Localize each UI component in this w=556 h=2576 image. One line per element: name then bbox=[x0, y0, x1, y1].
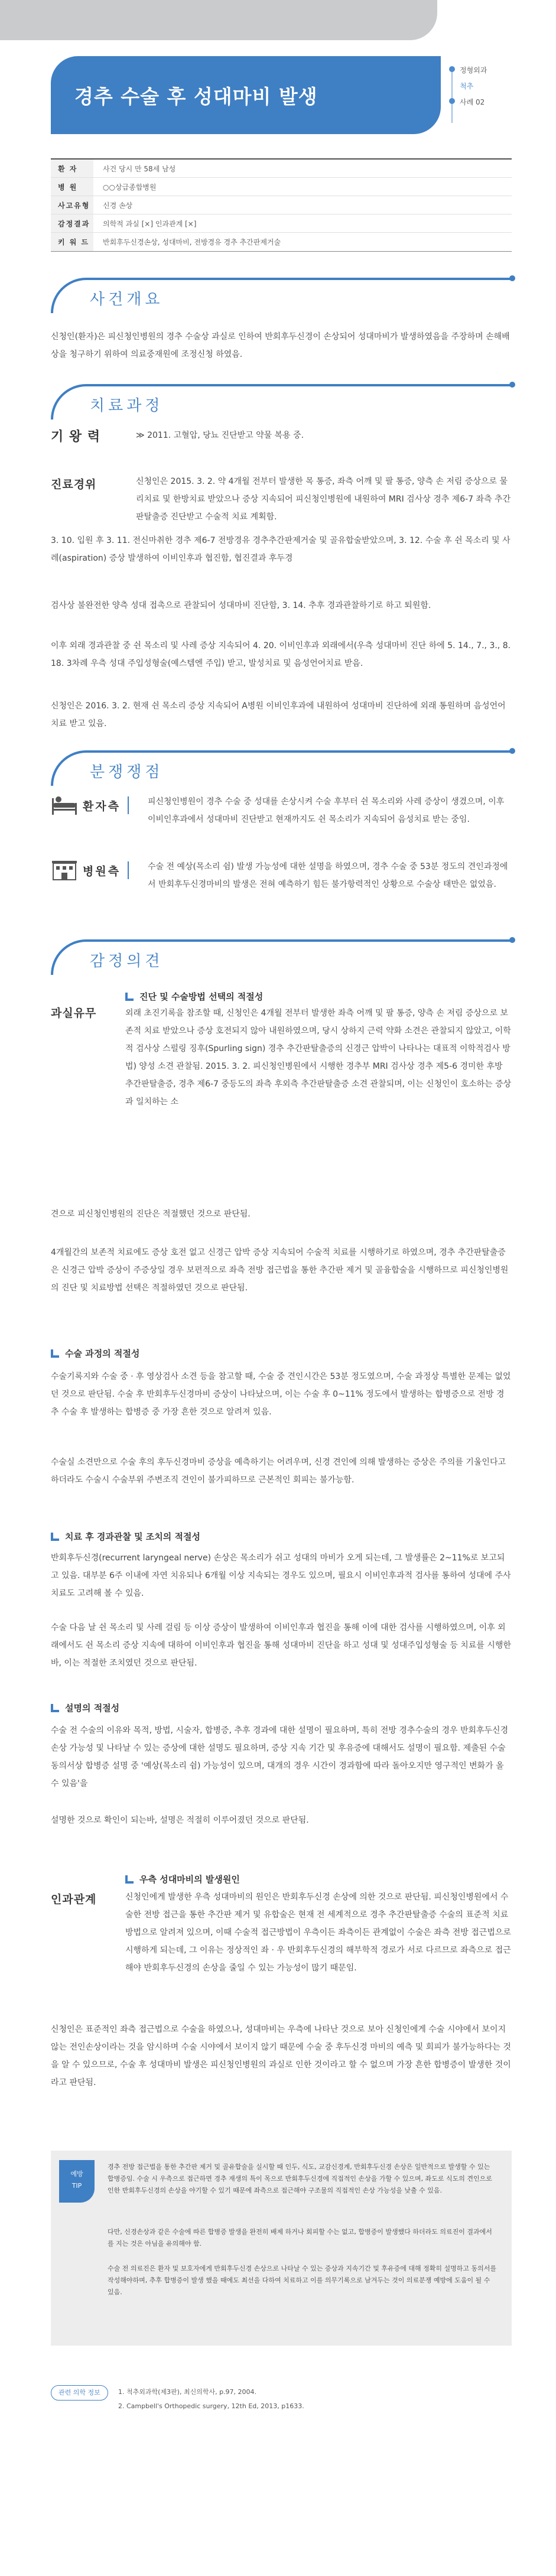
opinion-paragraph: 수술 전 수술의 이유와 목적, 방법, 시술자, 합병증, 추후 경과에 대한 설명이 필요하며, 특히 전방 경추수술의 경우 반회후두신경 손상 가능성 및 나타날 수 있는 증상에 대한 설명도 필요하며, 증상 지속 기간 및 후유증에 대해서도 설명이 필요함. 제출된 수술동의서상 합병증 설명 중 '예상(목소리 쉼) 가능성이 있으며, 대개의 경우 시간이 경과함에 따라 돌아오지만 영구적인 변화가 올 수 있음'을 bbox=[51, 1726, 509, 1788]
info-value: ○○상급종합병원 bbox=[103, 183, 157, 191]
history-label: 기 왕 력 bbox=[51, 430, 101, 444]
treatment-label: 진료경위 bbox=[51, 478, 97, 491]
opinion-paragraph: 외래 초진기록을 참조할 때, 신청인은 4개월 전부터 발생한 좌측 어깨 및 팔 통증, 양측 손 저림 증상으로 보존적 치료 받았으나 증상 호전되지 않아 내원하였으며, 당시 상하지 근력 약화 소견은 관찰되지 않았고, 이학적 검사상 스펄링 징후(Spurling sign) 경추 추간판탈출증의 신경근 압박이 나타나는 대표적 이학적검사 방법) 양성 소견 관찰됨. 2015. 3. 2. 피신청인병원에서 시행한 경추부 MRI 검사상 경추 제5-6 경미한 후방 추간판탈출증, 경추 제6-7 중등도의 좌측 후외측 추간판탈출증 소견 관찰되며, 이는 신청인이 호소하는 증상과 일치하는 소 bbox=[125, 1009, 512, 1107]
hospital-side-text: 수술 전 예상(목소리 쉼) 발생 가능성에 대한 설명을 하였으며, 경추 수술 중 53분 정도의 견인과정에서 반회후두신경마비의 발생은 전혀 예측하기 힘든 불가항력적인 상황으로 수술상 태만은 없었음. bbox=[148, 862, 508, 889]
overview-text: 신청인(환자)은 피신청인병원의 경추 수술상 과실로 인하여 반회후두신경이 손상되어 성대마비가 발생하였음을 주장하며 손해배상을 청구하기 위하여 의료중재원에 조정신청 하였음. bbox=[51, 332, 510, 359]
info-key: 감정결과 bbox=[51, 214, 93, 232]
tip-paragraph: 경추 전방 접근법을 통한 추간판 제거 및 골유합술을 실시할 때 인두, 식도, 교감신경계, 반회후두신경 손상은 일반적으로 발생할 수 있는 합병증임. 수술 시 우측으로 접근하면 경추 재생의 특이 목으로 반회후두신경에 직접적인 손상을 가할 수 있으며, 좌도로 식도의 견인으로 인한 반회후두신경의 손상을 야기할 수 있기 때문에 좌측으로 접근해야 구조물의 직접적인 손상 가능성을 낮출 수 있음. bbox=[108, 2163, 492, 2194]
opinion-paragraph: 신청인은 표준적인 좌측 접근법으로 수술을 하였으나, 성대마비는 우측에 나타난 것으로 보아 신청인에게 수술 시야에서 보이지 않는 전인손상이라는 것을 암시하며 수술 시야에서 보이지 않기 때문에 수술 중 후두신경 마비의 예측 및 회피가 불가능하다는 것을 알 수 있으므로, 수술 후 성대마비 발생은 피신청인병원의 과실로 인한 것이라고 할 수 없으며 가장 흔한 합병증이 발생한 것이라고 판단됨. bbox=[51, 2025, 511, 2087]
case-info-table bbox=[51, 158, 512, 252]
treatment-paragraph: 검사상 불완전한 양측 성대 접촉으로 관찰되어 성대마비 진단함, 3. 14. 추후 경과관찰하기로 하고 퇴원함. bbox=[51, 601, 431, 610]
hospital-building-icon bbox=[51, 860, 78, 881]
info-key: 키 워 드 bbox=[51, 233, 93, 251]
info-key: 사고유형 bbox=[51, 196, 93, 214]
tag-subcategory: 척추 bbox=[460, 82, 474, 90]
tip-badge-line: TIP bbox=[71, 2182, 82, 2190]
bullet-mark bbox=[125, 1875, 134, 1884]
subheading-diagnosis bbox=[125, 990, 263, 1003]
subheading-explanation bbox=[51, 1702, 119, 1714]
reference-item: 2. Campbell's Orthopedic surgery, 12th Ed, 2013, p1633. bbox=[118, 2402, 304, 2410]
opinion-paragraph: 수술실 소견만으로 수술 후의 후두신경마비 증상을 예측하기는 어려우며, 신경 견인에 의해 발생하는 증상은 주의를 기울인다고 하더라도 수술시 수술부위 주변조직 견인이 불가피하므로 근본적인 회피는 불가능함. bbox=[51, 1458, 506, 1485]
info-row-result bbox=[51, 214, 512, 233]
subheading-surgery bbox=[51, 1347, 139, 1359]
section-title: 감정의견 bbox=[84, 949, 169, 971]
section-title: 사건개요 bbox=[84, 287, 169, 309]
section-title: 분쟁쟁점 bbox=[84, 760, 169, 782]
treatment-paragraph: 이후 외래 경과관찰 중 쉰 목소리 및 사레 증상 지속되어 4. 20. 이비인후과 외래에서(우측 성대마비 진단 하에 5. 14., 7., 3., 8. 18. 3차례 우측 성대 주입성형술(예스템엔 주입) 받고, 발성치료 및 음성언어치료 받음. bbox=[51, 641, 511, 668]
subheading-text: 수술 과정의 적절성 bbox=[65, 1348, 140, 1359]
patient-side-text: 피신청인병원이 경추 수술 중 성대를 손상시켜 수술 후부터 쉰 목소리와 사레 증상이 생겼으며, 이후 이비인후과에서 성대마비 진단받고 현재까지도 쉰 목소리가 지속되어 음성치료 받는 중임. bbox=[148, 797, 505, 824]
bullet-mark bbox=[51, 1349, 59, 1358]
tip-paragraph: 수술 전 의료진은 환자 및 보호자에게 반회후두신경 손상으로 나타날 수 있는 증상과 지속기간 및 후유증에 대해 정확히 설명하고 동의서를 작성해야하며, 추후 합병증이 발생 했을 때에도 최선을 다하여 치료하고 이를 의무기록으로 남겨두는 것이 의료분쟁 예방에 도움이 될 수 있음. bbox=[108, 2265, 496, 2296]
subheading-text: 우측 성대마비의 발생원인 bbox=[139, 1874, 240, 1885]
info-value: 의학적 과실 [×] 인과관계 [×] bbox=[103, 219, 197, 228]
info-value: 반회후두신경손상, 성대마비, 전방경유 경추 추간판제거술 bbox=[103, 238, 281, 246]
causality-label: 인과관계 bbox=[51, 1893, 97, 1906]
subheading-cause bbox=[125, 1873, 240, 1885]
history-text: ≫ 2011. 고혈압, 당뇨 진단받고 약물 복용 중. bbox=[136, 431, 304, 440]
tip-badge-line: 예방 bbox=[70, 2170, 83, 2178]
info-key: 환 자 bbox=[51, 160, 93, 177]
treatment-paragraph: 신청인은 2016. 3. 2. 현재 쉰 목소리 증상 지속되어 A병원 이비인후과에 내원하여 성대마비 진단하에 외래 통원하며 음성언어치료 받고 있음. bbox=[51, 701, 506, 728]
patient-side-header bbox=[51, 795, 129, 816]
info-row-keywords bbox=[51, 233, 512, 251]
opinion-paragraph: 수술기록지와 수술 중 · 후 영상검사 소견 등을 참고할 때, 수술 중 견인시간은 53분 정도였으며, 수술 과정상 특별한 문제는 없었던 것으로 판단됨. 수술 후 반회후두신경마비 증상이 나타났으며, 이는 수술 후 0~11% 정도에서 발생하는 합병증으로 전방 경추 수술 후 발생하는 합병증 중 가장 흔한 것으로 알려져 있음. bbox=[51, 1372, 511, 1417]
divider bbox=[128, 861, 129, 879]
bullet-mark bbox=[51, 1533, 59, 1541]
tip-paragraph: 다만, 신경손상과 같은 수술에 따른 합병증 발생을 완전히 배제 하거나 회피할 수는 없고, 합병증이 발생했다 하더라도 의료진이 결과에서를 지는 것은 아님을 유의해야 함. bbox=[108, 2228, 492, 2248]
patient-bed-icon bbox=[51, 795, 78, 816]
treatment-paragraph: 신청인은 2015. 3. 2. 약 4개월 전부터 발생한 목 통증, 좌측 어깨 및 팔 통증, 양측 손 저림 증상으로 물리치료 및 한방치료 받았으나 증상 지속되어 피신청인병원에 내원하여 MRI 검사상 경추 제6-7 좌측 추간판탈출증 진단받고 수술적 치료 계획함. bbox=[136, 477, 511, 522]
opinion-paragraph: 수술 다음 날 쉰 목소리 및 사레 걸림 등 이상 증상이 발생하여 이비인후과 협진을 통해 이에 대한 검사를 시행하였으며, 이후 외래에서도 쉰 목소리 증상 지속에 대하여 이비인후과 협진을 통해 성대마비 진단을 하고 성대 및 성대주입성형술 등 치료를 시행한바, 이는 적절한 조치였던 것으로 판단됨. bbox=[51, 1623, 511, 1668]
info-row-patient bbox=[51, 160, 512, 178]
opinion-paragraph: 4개월간의 보존적 치료에도 증상 호전 없고 신경근 압박 증상 지속되어 수술적 치료를 시행하기로 하였으며, 경추 추간판탈출증은 신경근 압박 증상이 주증상일 경우 보편적으로 좌측 전방 접근법을 통한 추간판 제거 및 골융합술을 시행하므로 피신청인병원의 진단 및 치료방법 선택은 적절하였던 것으로 판단됨. bbox=[51, 1248, 509, 1293]
reference-item: 1. 척추외과학(제3판), 최신의학사, p.97, 2004. bbox=[118, 2388, 257, 2396]
hospital-side-header bbox=[51, 860, 129, 881]
bullet-mark bbox=[51, 1704, 59, 1712]
opinion-paragraph: 반회후두신경(recurrent laryngeal nerve) 손상은 목소리가 쉬고 성대의 마비가 오게 되는데, 그 발생률은 2~11%로 보고되고 있음. 대부분 6주 이내에 자연 치유되나 6개월 이상 지속되는 경우도 있으며, 필요시 이비인후과적 검사를 통하여 성대에 주사치료도 고려해 볼 수 있음. bbox=[51, 1553, 511, 1598]
tag-case-number: 사례 02 bbox=[444, 97, 533, 113]
subheading-text: 진단 및 수술방법 선택의 적절성 bbox=[139, 991, 264, 1002]
hospital-side-label: 병원측 bbox=[83, 864, 121, 878]
treatment-paragraph: 3. 10. 입원 후 3. 11. 전신마취한 경추 제6-7 전방경유 경추추간판제거술 및 골유합술받았으며, 3. 12. 수술 후 쉰 목소리 및 사레(aspiration) 증상 발생하여 이비인후과 협진함, 협진결과 후두경 bbox=[51, 536, 511, 563]
title-banner bbox=[51, 56, 441, 134]
info-key: 병 원 bbox=[51, 178, 93, 196]
references-label: 관련 의학 정보 bbox=[51, 2385, 108, 2401]
bullet-mark bbox=[125, 993, 134, 1001]
negligence-label: 과실유무 bbox=[51, 1007, 97, 1020]
patient-side-label: 환자측 bbox=[83, 799, 121, 813]
subheading-text: 설명의 적절성 bbox=[65, 1703, 120, 1713]
section-title: 치료과정 bbox=[84, 393, 169, 415]
divider bbox=[128, 796, 129, 814]
info-row-accident-type bbox=[51, 196, 512, 214]
opinion-paragraph: 신청인에게 발생한 우측 성대마비의 원인은 반회후두신경 손상에 의한 것으로 판단됨. 피신청인병원에서 수술한 전방 접근을 통한 추간판 제거 및 유합술은 현재 전 세계적으로 경추 추간판탈출증 수술의 표준적 치료방법으로 알려져 있으며, 이때 수술적 접근방법이 우측이든 좌측이든 관계없이 수술은 좌측 전방 접근법으로 시행하게 되는데, 그 이유는 정상적인 좌 · 우 반회후두신경의 해부학적 경로가 서로 다르므로 좌측으로 접근해야 반회후두신경의 손상을 줄일 수 있는 가능성이 많기 때문임. bbox=[125, 1892, 511, 1973]
prevention-tip-box bbox=[51, 2151, 512, 2346]
subheading-text: 치료 후 경과관찰 및 조치의 적절성 bbox=[65, 1531, 200, 1542]
opinion-paragraph: 견으로 피신청인병원의 진단은 적절했던 것으로 판단됨. bbox=[51, 1209, 251, 1219]
page-title: 경추 수술 후 성대마비 발생 bbox=[74, 84, 318, 108]
subheading-followup bbox=[51, 1530, 200, 1543]
category-tags bbox=[444, 65, 533, 113]
opinion-paragraph: 설명한 것으로 확인이 되는바, 설명은 적절히 이루어졌던 것으로 판단됨. bbox=[51, 1816, 309, 1825]
info-value: 사건 당시 만 58세 남성 bbox=[103, 164, 176, 173]
info-value: 신경 손상 bbox=[103, 201, 133, 210]
info-row-hospital bbox=[51, 178, 512, 196]
tag-department: 정형외과 bbox=[444, 65, 533, 81]
top-decoration bbox=[0, 0, 437, 40]
tip-badge bbox=[59, 2160, 95, 2203]
